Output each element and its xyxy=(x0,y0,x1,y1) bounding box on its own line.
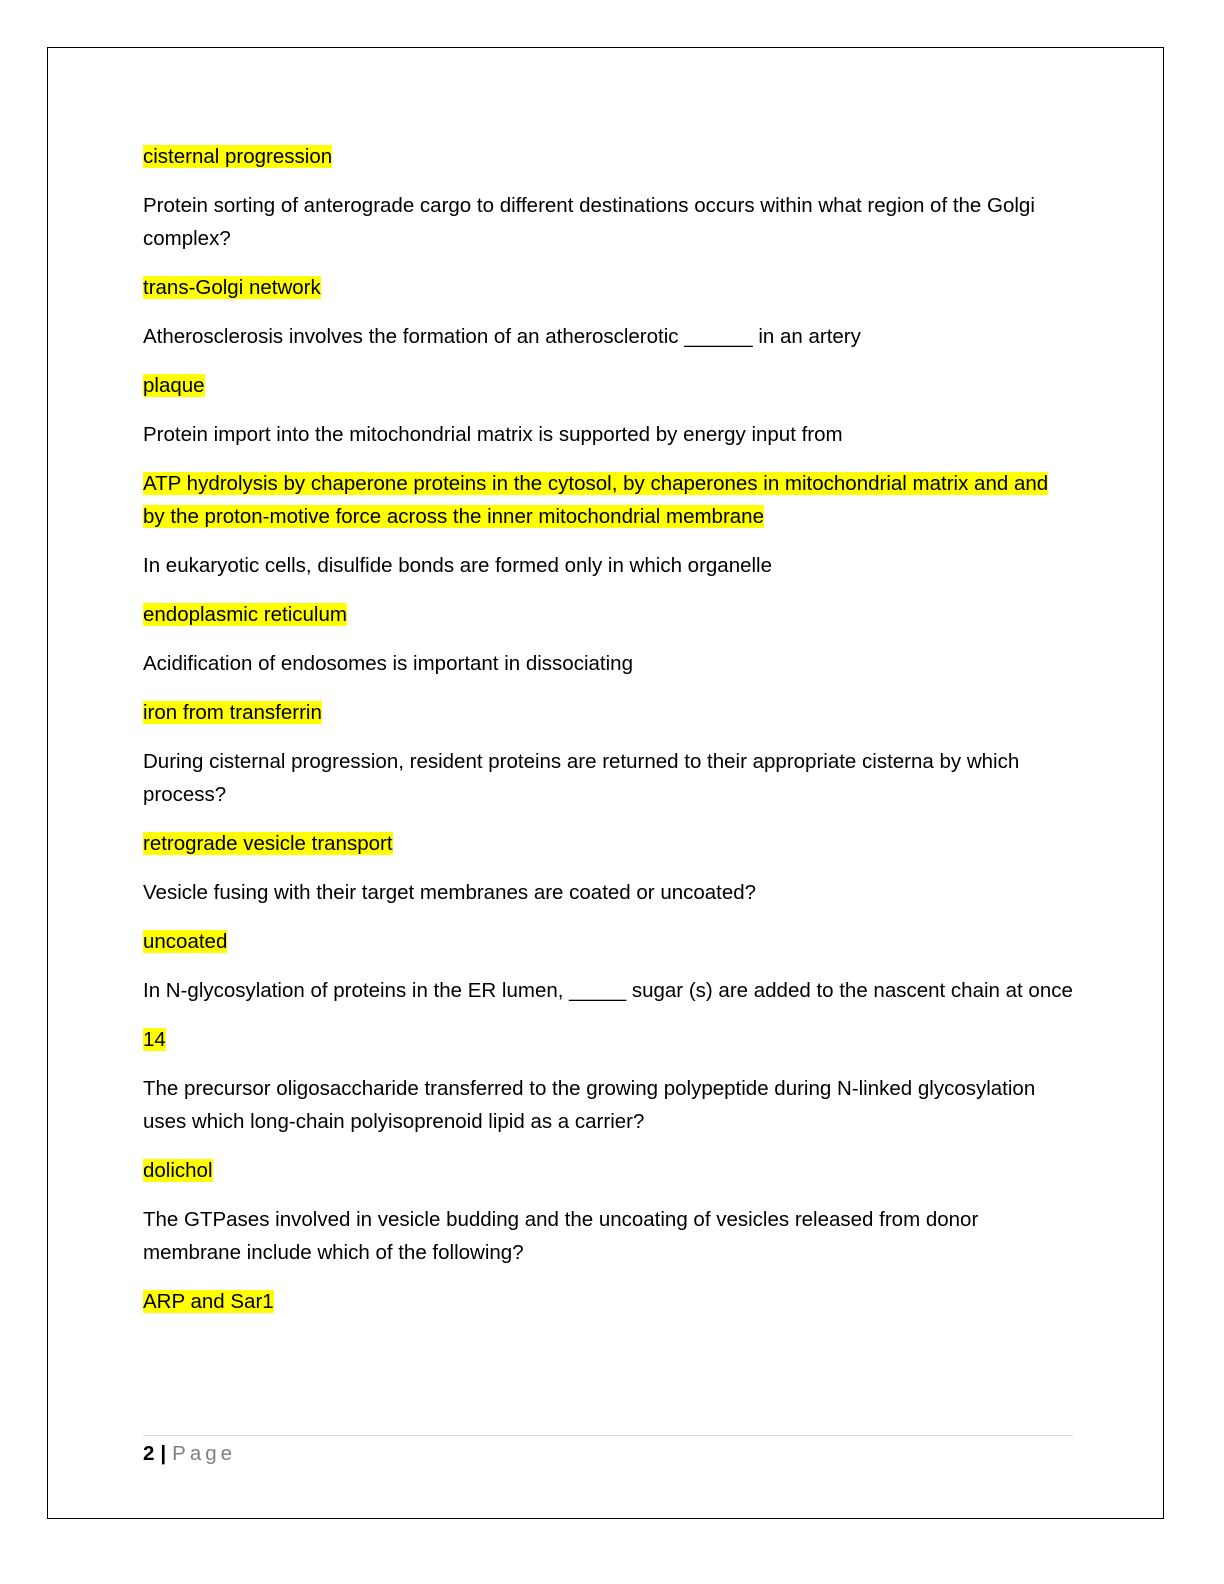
question-4: Protein import into the mitochondrial matrix is supported by energy input from xyxy=(143,423,843,446)
answer-1: cisternal progression xyxy=(143,145,333,168)
answer-9: 14 xyxy=(143,1028,166,1051)
question-2: Protein sorting of anterograde cargo to different destinations occurs within what region of the Golgi complex? xyxy=(143,194,1035,250)
page-footer xyxy=(143,1440,236,1468)
question-7: During cisternal progression, resident proteins are returned to their appropriate cisterna by which process? xyxy=(143,750,1020,806)
footer-divider xyxy=(143,1435,1073,1436)
question-3: Atherosclerosis involves the formation of an atherosclerotic ______ in an artery xyxy=(143,325,861,348)
answer-5: endoplasmic reticulum xyxy=(143,603,347,626)
answer-8: uncoated xyxy=(143,930,228,953)
answer-10: dolichol xyxy=(143,1159,213,1182)
answer-6: iron from transferrin xyxy=(143,701,322,724)
answer-3: plaque xyxy=(143,374,205,397)
question-5: In eukaryotic cells, disulfide bonds are formed only in which organelle xyxy=(143,554,773,577)
page-label: Page xyxy=(172,1442,237,1465)
question-8: Vesicle fusing with their target membranes are coated or uncoated? xyxy=(143,881,757,904)
answer-4: ATP hydrolysis by chaperone proteins in the cytosol, by chaperones in mitochondrial matrix and and by the proton-motive force across the inner mitochondrial membrane xyxy=(143,472,1049,528)
footer-separator: | xyxy=(160,1442,167,1465)
page-number: 2 xyxy=(143,1442,155,1465)
answer-11: ARP and Sar1 xyxy=(143,1290,274,1313)
question-9: In N-glycosylation of proteins in the ER lumen, _____ sugar (s) are added to the nascent chain at once xyxy=(143,979,1073,1002)
answer-2: trans-Golgi network xyxy=(143,276,321,299)
question-11: The GTPases involved in vesicle budding and the uncoating of vesicles released from donor membrane include which of the following? xyxy=(143,1208,979,1264)
question-10: The precursor oligosaccharide transferred to the growing polypeptide during N-linked glycosylation uses which long-chain polyisoprenoid lipid as a carrier? xyxy=(143,1077,1036,1133)
document-body xyxy=(143,140,1073,1334)
answer-7: retrograde vesicle transport xyxy=(143,832,393,855)
question-6: Acidification of endosomes is important in dissociating xyxy=(143,652,633,675)
